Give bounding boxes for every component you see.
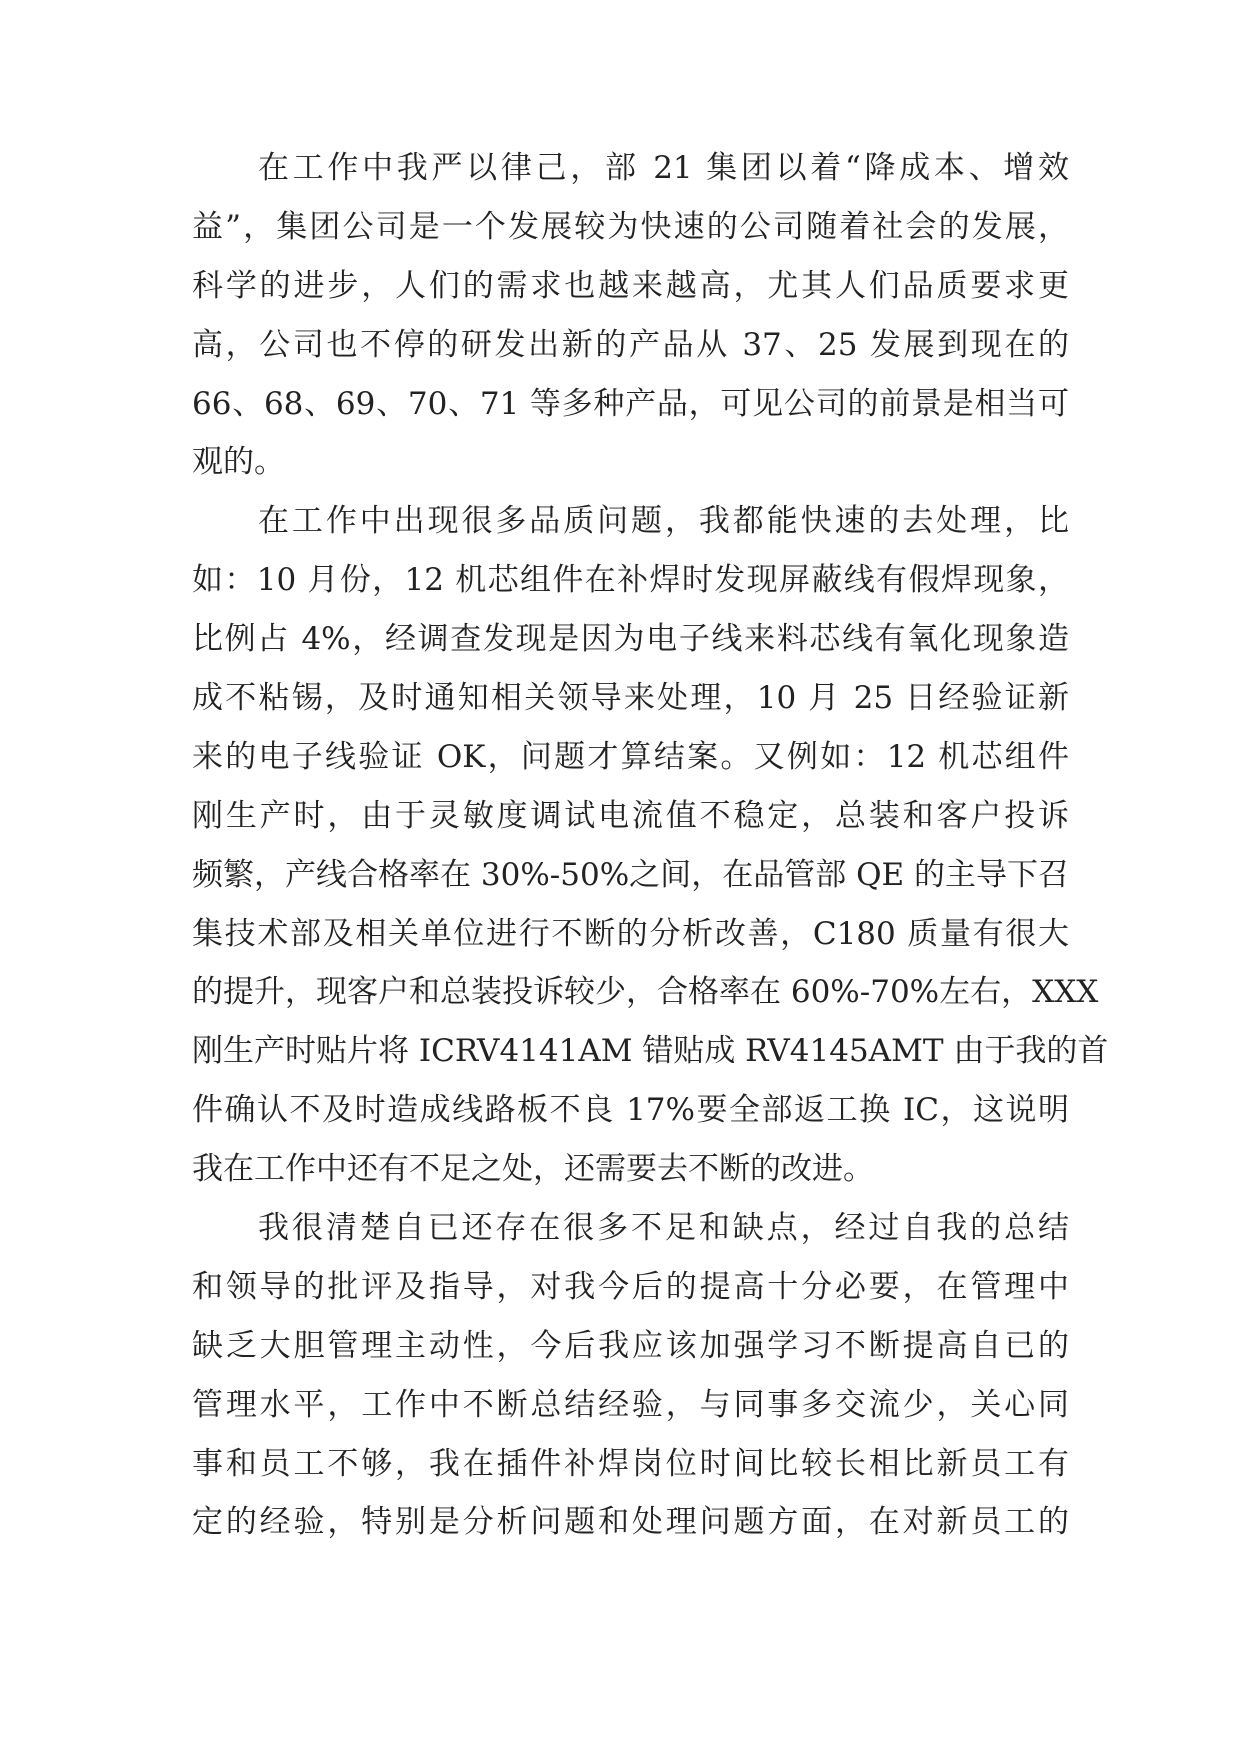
text-line: 如：10 月份，12 机芯组件在补焊时发现屏蔽线有假焊现象， xyxy=(192,562,1069,599)
text-line: 科学的进步，人们的需求也越来越高，尤其人们品质要求更 xyxy=(192,267,1069,304)
text-line: 来的电子线验证 OK，问题才算结案。又例如：12 机芯组件 xyxy=(192,738,1069,775)
text-line: 事和员工不够，我在插件补焊岗位时间比较长相比新员工有 xyxy=(192,1445,1069,1482)
text-line: 件确认不及时造成线路板不良 17%要全部返工换 IC，这说明 xyxy=(192,1092,1069,1129)
text-line: 集技术部及相关单位进行不断的分析改善，C180 质量有很大 xyxy=(192,915,1069,952)
text-line: 成不粘锡，及时通知相关领导来处理，10 月 25 日经验证新 xyxy=(192,680,1069,717)
text-line: 在工作中出现很多品质问题，我都能快速的去处理，比 xyxy=(258,503,1069,540)
text-line: 我很清楚自已还存在很多不足和缺点，经过自我的总结 xyxy=(258,1210,1069,1247)
text-line: 和领导的批评及指导，对我今后的提高十分必要，在管理中 xyxy=(192,1268,1069,1305)
text-line: 定的经验，特别是分析问题和处理问题方面，在对新员工的 xyxy=(192,1504,1069,1541)
text-line: 频繁，产线合格率在 30%-50%之间，在品管部 QE 的主导下召 xyxy=(192,856,1069,893)
text-line: 观的。 xyxy=(192,444,285,481)
text-line: 在工作中我严以律己，部 21 集团以着“降成本、增效 xyxy=(258,150,1069,186)
text-line: 我在工作中还有不足之处，还需要去不断的改进。 xyxy=(192,1151,874,1188)
text-line: 管理水平，工作中不断总结经验，与同事多交流少，关心同 xyxy=(192,1386,1069,1423)
text-line: 刚生产时，由于灵敏度调试电流值不稳定，总装和客户投诉 xyxy=(192,797,1069,834)
text-line: 的提升，现客户和总装投诉较少，合格率在 60%-70%左右，XXX xyxy=(192,974,1099,1011)
text-line: 缺乏大胆管理主动性，今后我应该加强学习不断提高自已的 xyxy=(192,1327,1069,1364)
text-line: 高，公司也不停的研发出新的产品从 37、25 发展到现在的 xyxy=(192,326,1069,363)
text-line: 66、68、69、70、71 等多种产品，可见公司的前景是相当可 xyxy=(192,385,1069,422)
text-line: 益”，集团公司是一个发展较为快速的公司随着社会的发展， xyxy=(192,208,1069,245)
text-line: 比例占 4%，经调查发现是因为电子线来料芯线有氧化现象造 xyxy=(192,621,1069,658)
document-body xyxy=(0,150,1241,1563)
text-line: 刚生产时贴片将 ICRV4141AM 错贴成 RV4145AMT 由于我的首 xyxy=(192,1033,1109,1070)
